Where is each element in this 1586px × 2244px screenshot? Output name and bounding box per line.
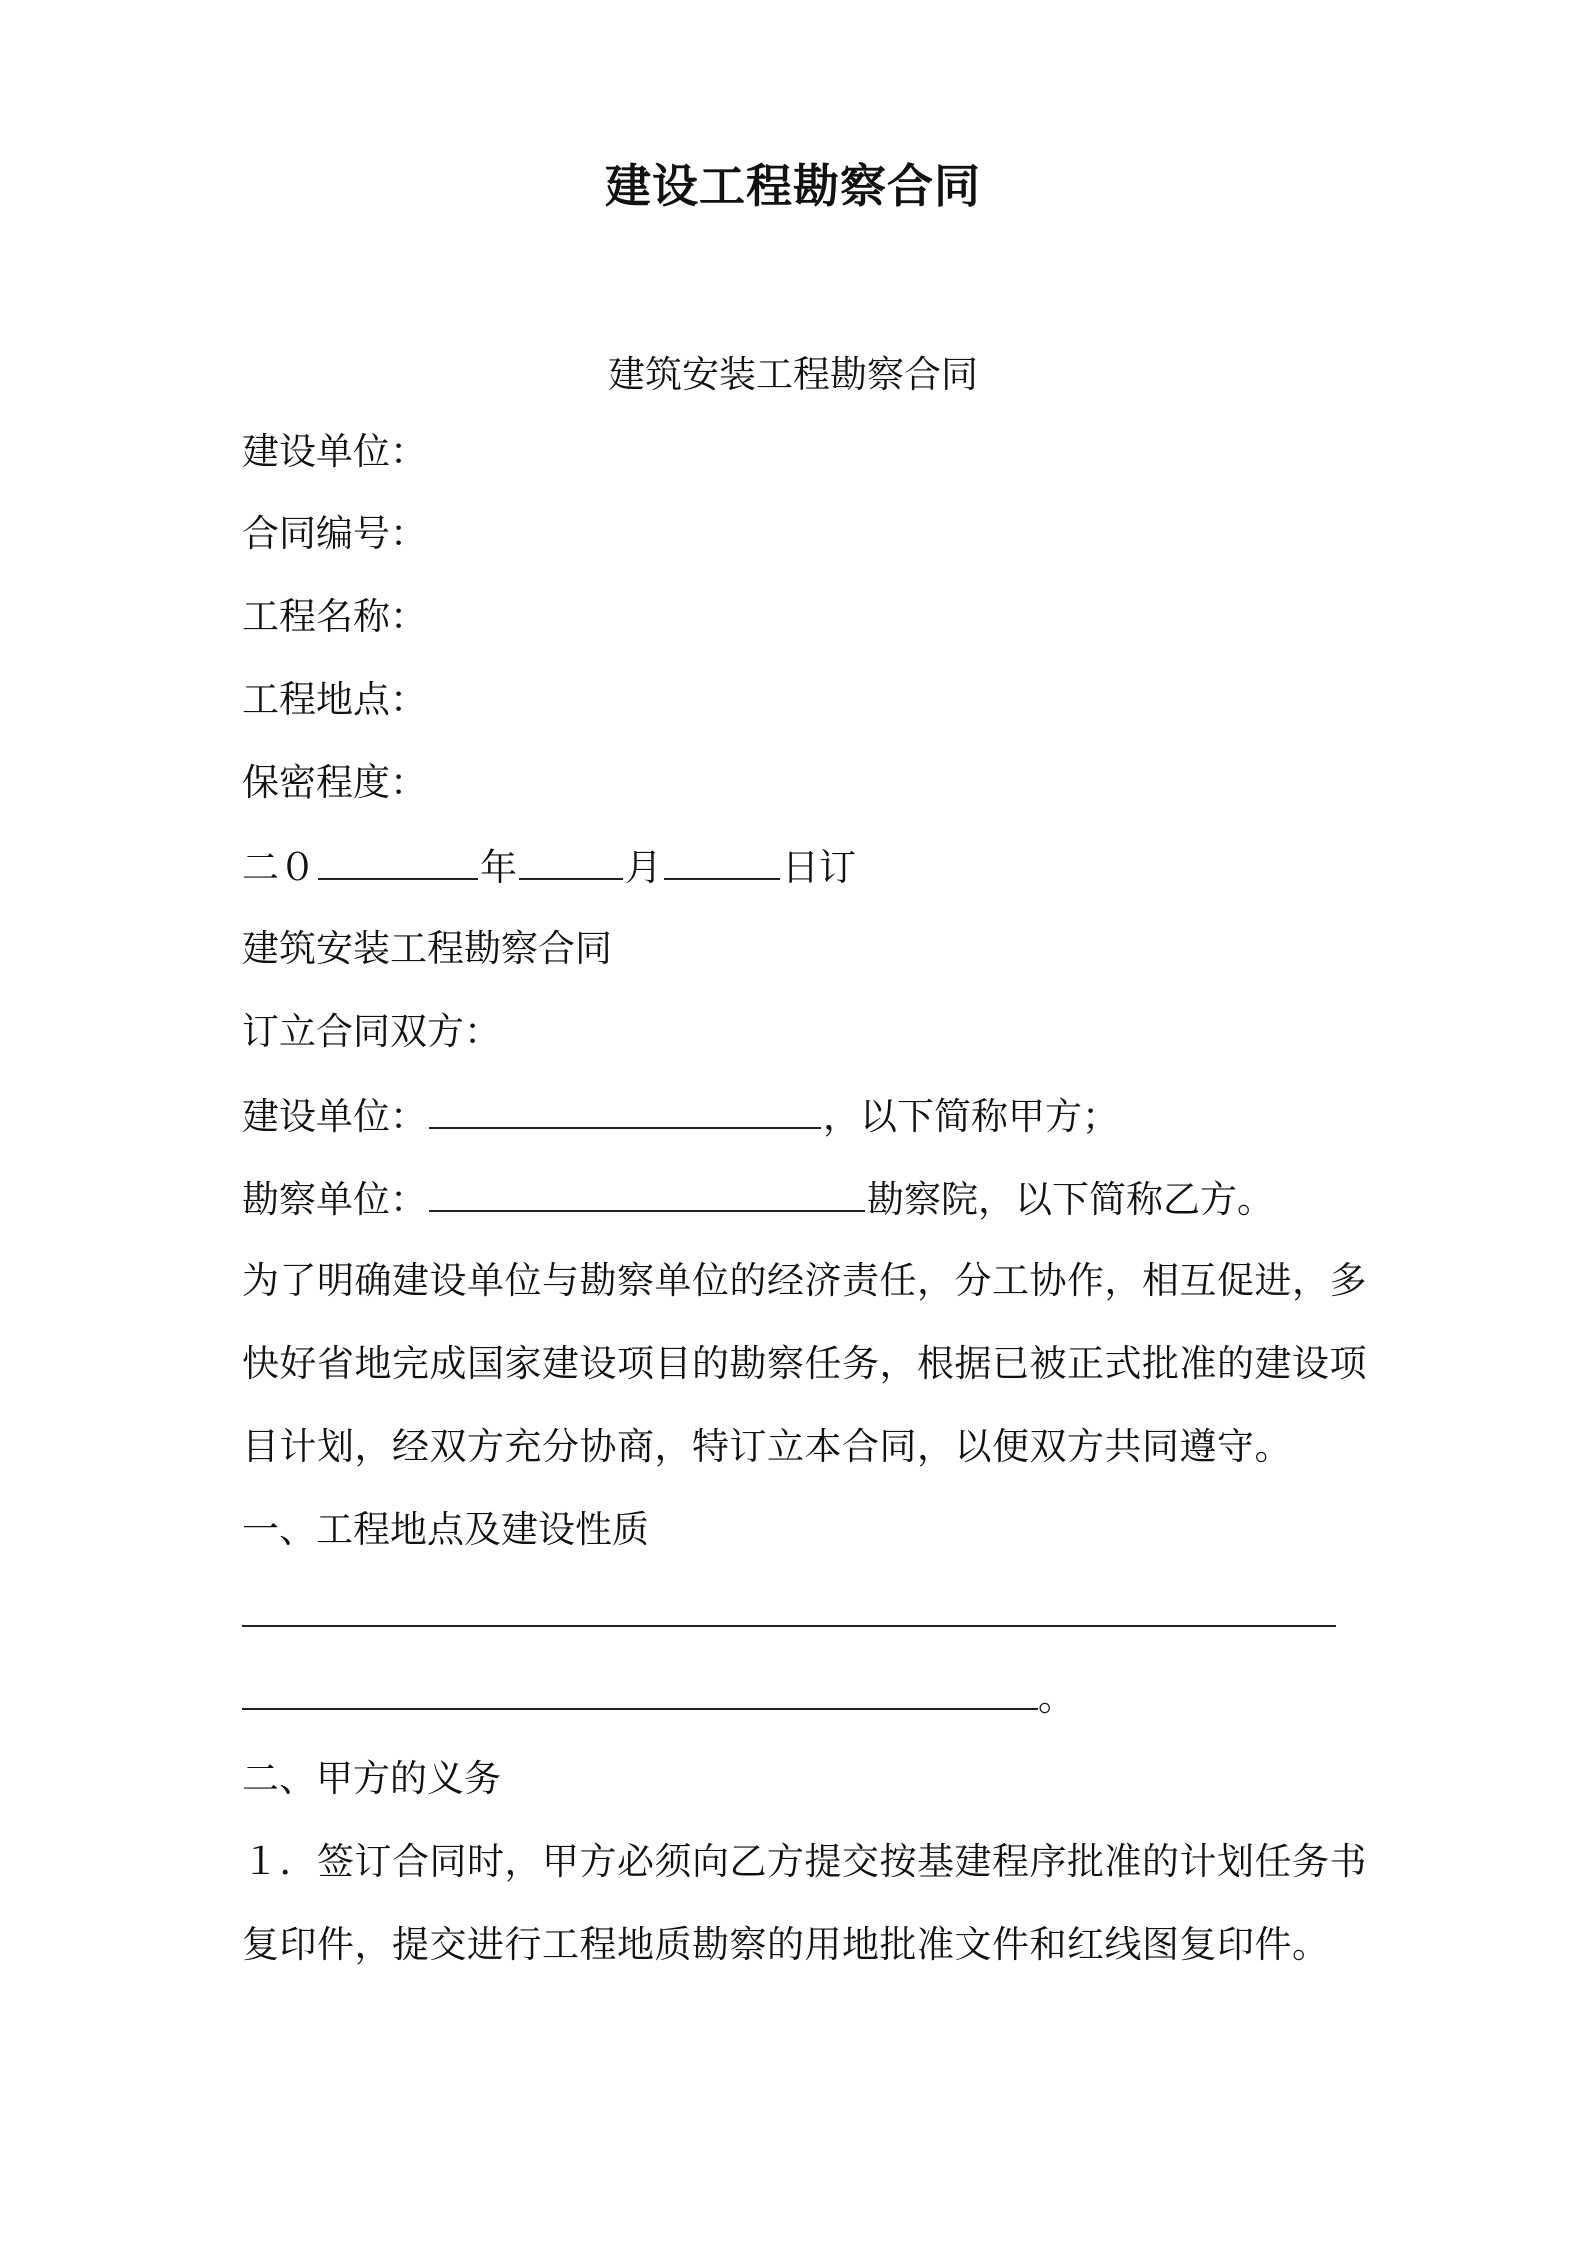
- party-a-line: [242, 1091, 1119, 1141]
- party-a-label: 建设单位：: [242, 1095, 427, 1138]
- intro-line: 为了明确建设单位与勘察单位的经济责任，分工协作，相互促进，多: [242, 1259, 1367, 1302]
- intro-line: 快好省地完成国家建设项目的勘察任务，根据已被正式批准的建设项: [242, 1342, 1367, 1385]
- section1-end-mark: 。: [1038, 1676, 1075, 1719]
- party-b-line: [242, 1174, 1274, 1224]
- party-a-blank: [429, 1091, 821, 1129]
- section2-heading: 二、甲方的义务: [242, 1757, 501, 1800]
- date-day-suffix: 日订: [782, 846, 856, 889]
- date-month: 月: [625, 846, 662, 889]
- year-blank: [318, 842, 478, 880]
- day-blank: [664, 842, 780, 880]
- date-year: 年: [480, 846, 517, 889]
- section1-blank-1: [242, 1589, 1336, 1627]
- month-blank: [519, 842, 623, 880]
- parties-heading: 订立合同双方：: [242, 1010, 501, 1053]
- party-a-suffix: ，以下简称甲方；: [823, 1095, 1119, 1138]
- clause1-line: １．签订合同时，甲方必须向乙方提交按基建程序批准的计划任务书: [242, 1840, 1367, 1883]
- date-prefix: 二０: [242, 846, 316, 889]
- cover-field-contract-number: 合同编号：: [242, 512, 427, 555]
- cover-field-project-name: 工程名称：: [242, 595, 427, 638]
- section1-blank-line-2: [242, 1672, 1075, 1722]
- cover-field-project-location: 工程地点：: [242, 678, 427, 721]
- party-b-label: 勘察单位：: [242, 1178, 427, 1221]
- section1-blank-2: [242, 1672, 1038, 1710]
- section1-heading: 一、工程地点及建设性质: [242, 1508, 649, 1551]
- cover-field-confidentiality: 保密程度：: [242, 761, 427, 804]
- party-b-blank: [429, 1174, 865, 1212]
- body-title: 建筑安装工程勘察合同: [242, 927, 612, 970]
- intro-line: 目计划，经双方充分协商，特订立本合同，以便双方共同遵守。: [242, 1425, 1292, 1468]
- cover-field-construction-unit: 建设单位：: [242, 430, 427, 473]
- document-subtitle: 建筑安装工程勘察合同: [608, 353, 978, 396]
- date-line: [242, 842, 856, 892]
- party-b-suffix: 勘察院，以下简称乙方。: [867, 1178, 1274, 1221]
- document-title: 建设工程勘察合同: [605, 159, 981, 213]
- section1-blank-line-1: [242, 1589, 1336, 1639]
- clause1-line: 复印件，提交进行工程地质勘察的用地批准文件和红线图复印件。: [242, 1923, 1330, 1966]
